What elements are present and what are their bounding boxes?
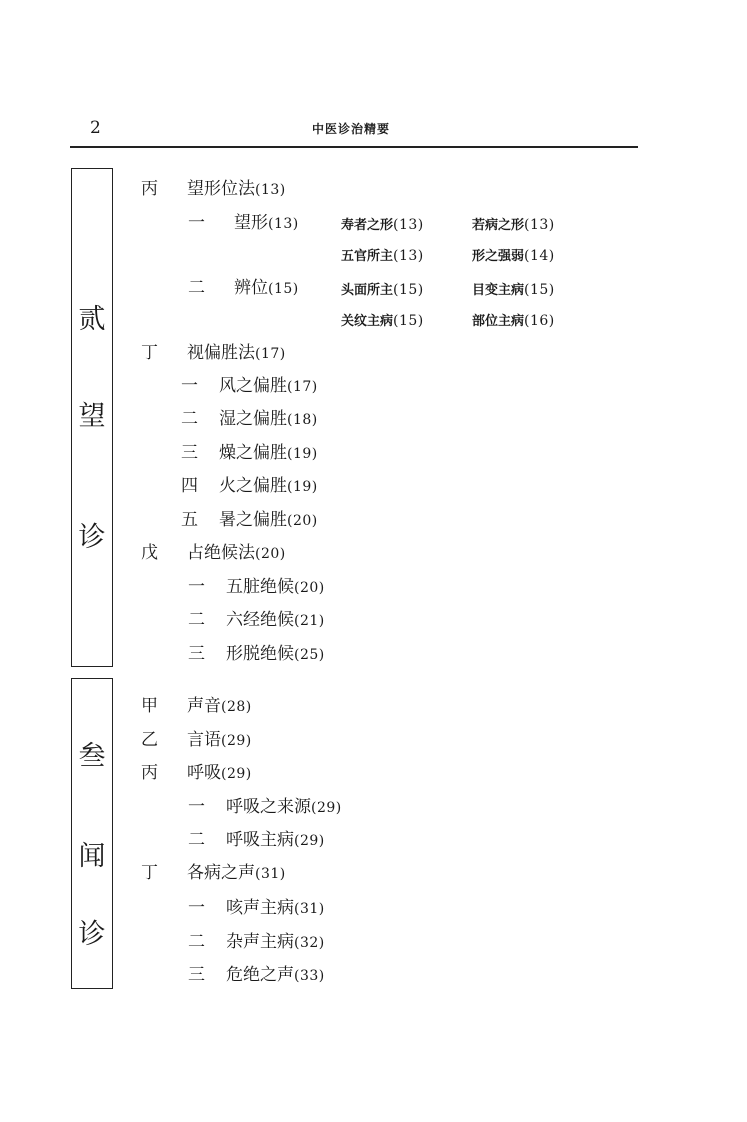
- toc-entry: 丙 望形位法(13): [141, 179, 286, 199]
- toc-subentry: 形之强弱(14): [472, 248, 555, 264]
- toc-entry: 丁 视偏胜法(17): [141, 343, 286, 363]
- toc-subentry: 目变主病(15): [472, 282, 555, 298]
- toc-entry: 甲 声音(28): [141, 696, 252, 716]
- section-char: 叁: [78, 741, 106, 772]
- toc-entry: 一 风之偏胜(17): [181, 376, 318, 396]
- toc-subentry: 五官所主(13): [341, 248, 424, 264]
- toc-subentry: 部位主病(16): [472, 313, 555, 329]
- toc-entry: 二 六经绝候(21): [188, 610, 325, 630]
- toc-entry: 乙 言语(29): [141, 730, 252, 750]
- toc-entry: 二 湿之偏胜(18): [181, 409, 318, 429]
- toc-entry: 戊 占绝候法(20): [141, 543, 286, 563]
- section-char: 贰: [78, 304, 106, 335]
- toc-entry: 三 形脱绝候(25): [188, 644, 325, 664]
- section-char: 闻: [78, 841, 106, 872]
- toc-entry: 一 呼吸之来源(29): [188, 797, 342, 817]
- toc-entry: 一 望形(13): [188, 213, 299, 233]
- toc-entry: 丁 各病之声(31): [141, 863, 286, 883]
- toc-entry: 二 呼吸主病(29): [188, 830, 325, 850]
- section-box-wenzhen: [71, 678, 113, 989]
- toc-subentry: 若病之形(13): [472, 217, 555, 233]
- header-rule: [70, 146, 638, 148]
- toc-entry: 三 燥之偏胜(19): [181, 443, 318, 463]
- toc-entry: 四 火之偏胜(19): [181, 476, 318, 496]
- page-number: 2: [90, 118, 101, 138]
- toc-entry: 三 危绝之声(33): [188, 965, 325, 985]
- section-char: 诊: [78, 919, 106, 950]
- running-title: 中医诊治精要: [312, 122, 391, 136]
- toc-entry: 二 杂声主病(32): [188, 932, 325, 952]
- toc-subentry: 寿者之形(13): [341, 217, 424, 233]
- toc-entry: 丙 呼吸(29): [141, 763, 252, 783]
- toc-entry: 五 暑之偏胜(20): [181, 510, 318, 530]
- section-char: 诊: [78, 522, 106, 553]
- toc-entry: 二 辨位(15): [188, 278, 299, 298]
- toc-subentry: 关纹主病(15): [341, 313, 424, 329]
- section-box-wangzhen: [71, 168, 113, 667]
- section-char: 望: [78, 401, 106, 432]
- toc-subentry: 头面所主(15): [341, 282, 424, 298]
- toc-entry: 一 五脏绝候(20): [188, 577, 325, 597]
- toc-entry: 一 咳声主病(31): [188, 898, 325, 918]
